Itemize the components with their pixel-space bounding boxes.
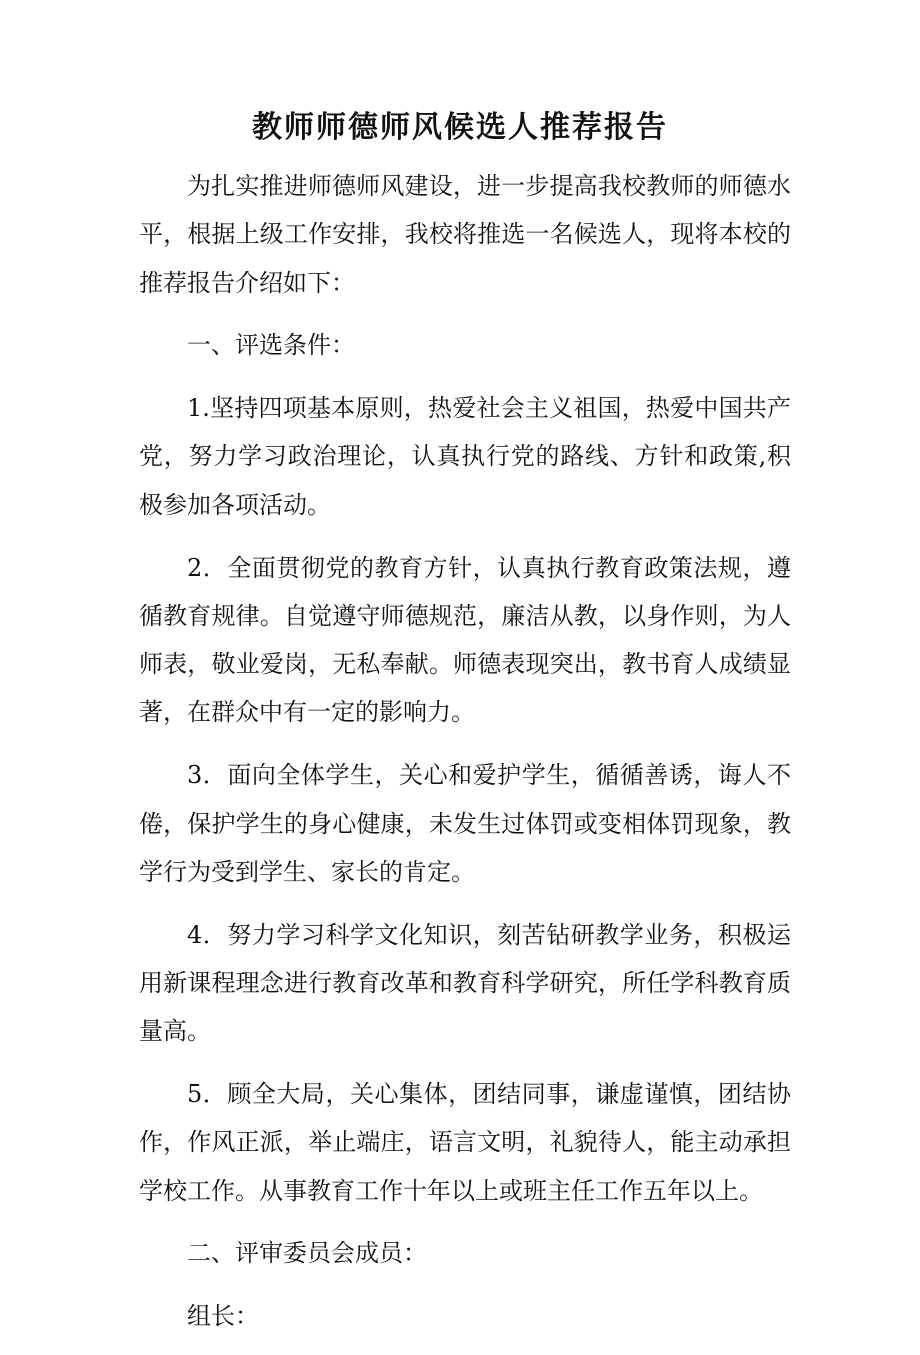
section-heading-criteria: 一、评选条件： [187,331,355,360]
criteria-item-5: 5．顾全大局，关心集体，团结同事，谦虚谨慎，团结协作，作风正派，举止端庄，语言文明，礼貌待人，能主动承担学校工作。从事教育工作十年以上或班主任工作五年以上。 [139,1080,791,1205]
intro-paragraph: 为扎实推进师德师风建设，进一步提高我校教师的师德水平，根据上级工作安排，我校将推选一名候选人，现将本校的推荐报告介绍如下： [139,172,791,297]
criteria-item-3: 3．面向全体学生，关心和爱护学生，循循善诱，诲人不倦，保护学生的身心健康，未发生过体罚或变相体罚现象，教学行为受到学生、家长的肯定。 [139,761,791,886]
document-title: 教师师德师风候选人推荐报告 [252,110,668,145]
criteria-item-2: 2．全面贯彻党的教育方针，认真执行教育政策法规，遵循教育规律。自觉遵守师德规范，廉洁从教，以身作则，为人师表，敬业爱岗，无私奉献。师德表现突出，教书育人成绩显著，在群众中有一定的影响力。 [139,553,791,727]
document-body [139,162,791,1355]
criteria-item-4: 4．努力学习科学文化知识，刻苦钻研教学业务，积极运用新课程理念进行教育改革和教育科学研究，所任学科教育质量高。 [139,920,791,1046]
committee-leader-line: 组长： [187,1302,259,1331]
criteria-item-1: 1.坚持四项基本原则，热爱社会主义祖国，热爱中国共产党，努力学习政治理论，认真执行党的路线、方针和政策,积极参加各项活动。 [139,394,791,519]
section-heading-committee: 二、评审委员会成员： [187,1239,427,1268]
